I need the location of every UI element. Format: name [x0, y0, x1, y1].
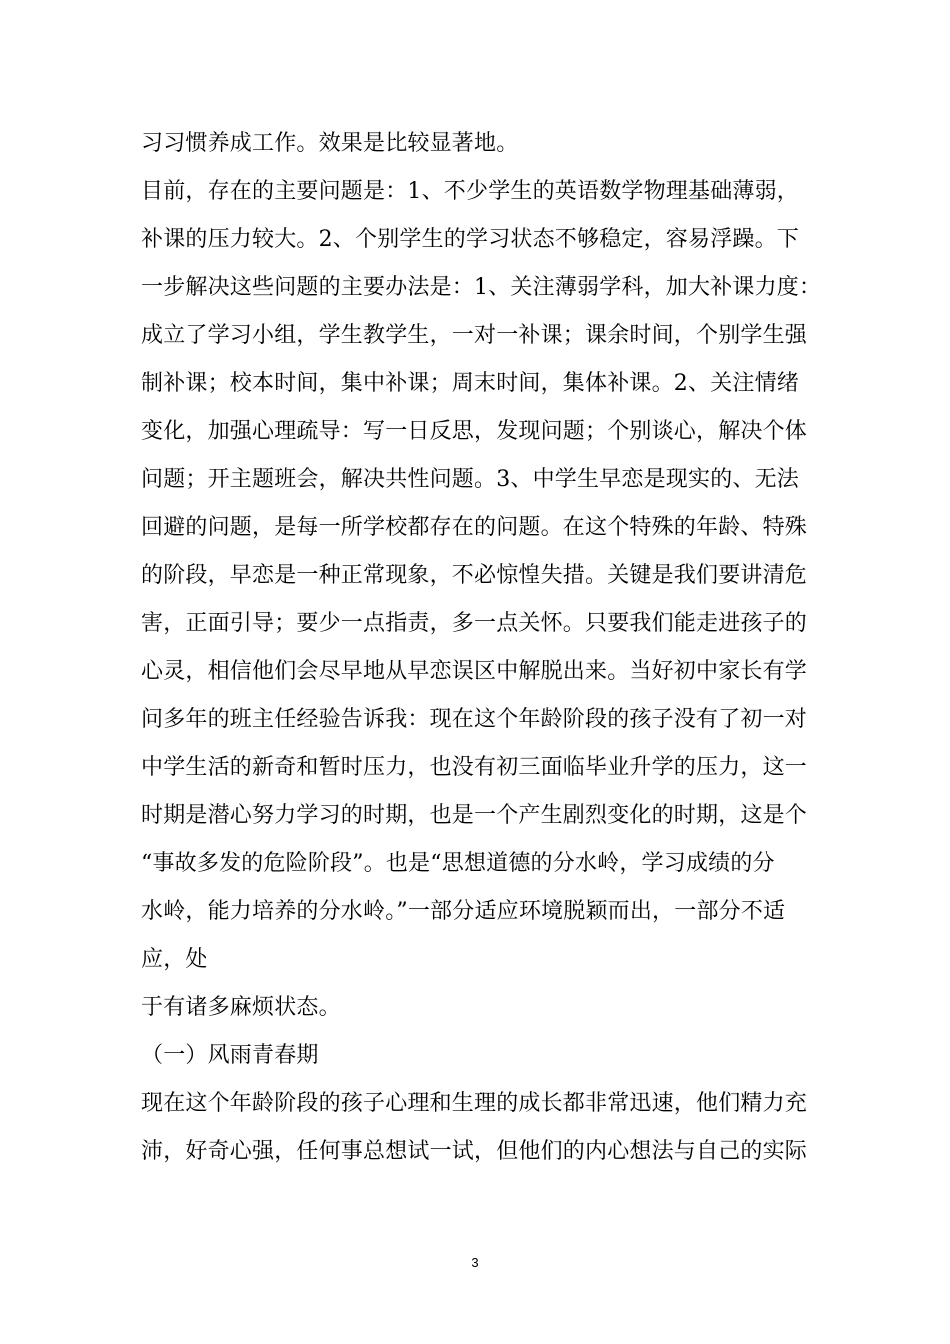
- text-line: 沛，好奇心强，任何事总想试一试，但他们的内心想法与自己的实际: [141, 1139, 808, 1164]
- text-line: 回避的问题，是每一所学校都存在的问题。在这个特殊的年龄、特殊: [141, 515, 808, 540]
- text-line: “事故多发的危险阶段”。也是“思想道德的分水岭，学习成绩的分: [141, 851, 775, 876]
- text-line: 问多年的班主任经验告诉我：现在这个年龄阶段的孩子没有了初一对: [141, 707, 808, 732]
- text-line: 时期是潜心努力学习的时期，也是一个产生剧烈变化的时期，这是个: [141, 803, 808, 828]
- text-line: 成立了学习小组，学生教学生，一对一补课；课余时间，个别学生强: [141, 323, 808, 348]
- section-heading: （一）风雨青春期: [141, 1043, 319, 1068]
- text-line: 一步解决这些问题的主要办法是：1、关注薄弱学科，加大补课力度：: [141, 275, 822, 300]
- text-line: 害，正面引导；要少一点指责，多一点关怀。只要我们能走进孩子的: [141, 611, 808, 636]
- text-line: 中学生活的新奇和暂时压力，也没有初三面临毕业升学的压力，这一: [141, 755, 808, 780]
- text-line: 目前，存在的主要问题是：1、不少学生的英语数学物理基础薄弱，: [141, 179, 799, 204]
- text-line: 习习惯养成工作。效果是比较显著地。: [141, 131, 519, 156]
- text-line: 制补课；校本时间，集中补课；周末时间，集体补课。2、关注情绪: [141, 371, 799, 396]
- text-line: 的阶段，早恋是一种正常现象，不必惊惶失措。关键是我们要讲清危: [141, 563, 808, 588]
- text-line: 现在这个年龄阶段的孩子心理和生理的成长都非常迅速，他们精力充: [141, 1091, 808, 1116]
- text-line: 于有诸多麻烦状态。: [141, 995, 341, 1020]
- page-number: 3: [471, 1255, 479, 1270]
- text-line: 补课的压力较大。2、个别学生的学习状态不够稳定，容易浮躁。下: [141, 227, 799, 252]
- text-line: 应，处: [141, 947, 208, 972]
- text-line: 心灵，相信他们会尽早地从早恋误区中解脱出来。当好初中家长有学: [141, 659, 808, 684]
- text-line: 变化，加强心理疏导：写一日反思，发现问题；个别谈心，解决个体: [141, 419, 808, 444]
- text-line: 问题；开主题班会，解决共性问题。3、中学生早恋是现实的、无法: [141, 467, 799, 492]
- text-line: 水岭，能力培养的分水岭。”一部分适应环境脱颖而出，一部分不适: [141, 899, 786, 924]
